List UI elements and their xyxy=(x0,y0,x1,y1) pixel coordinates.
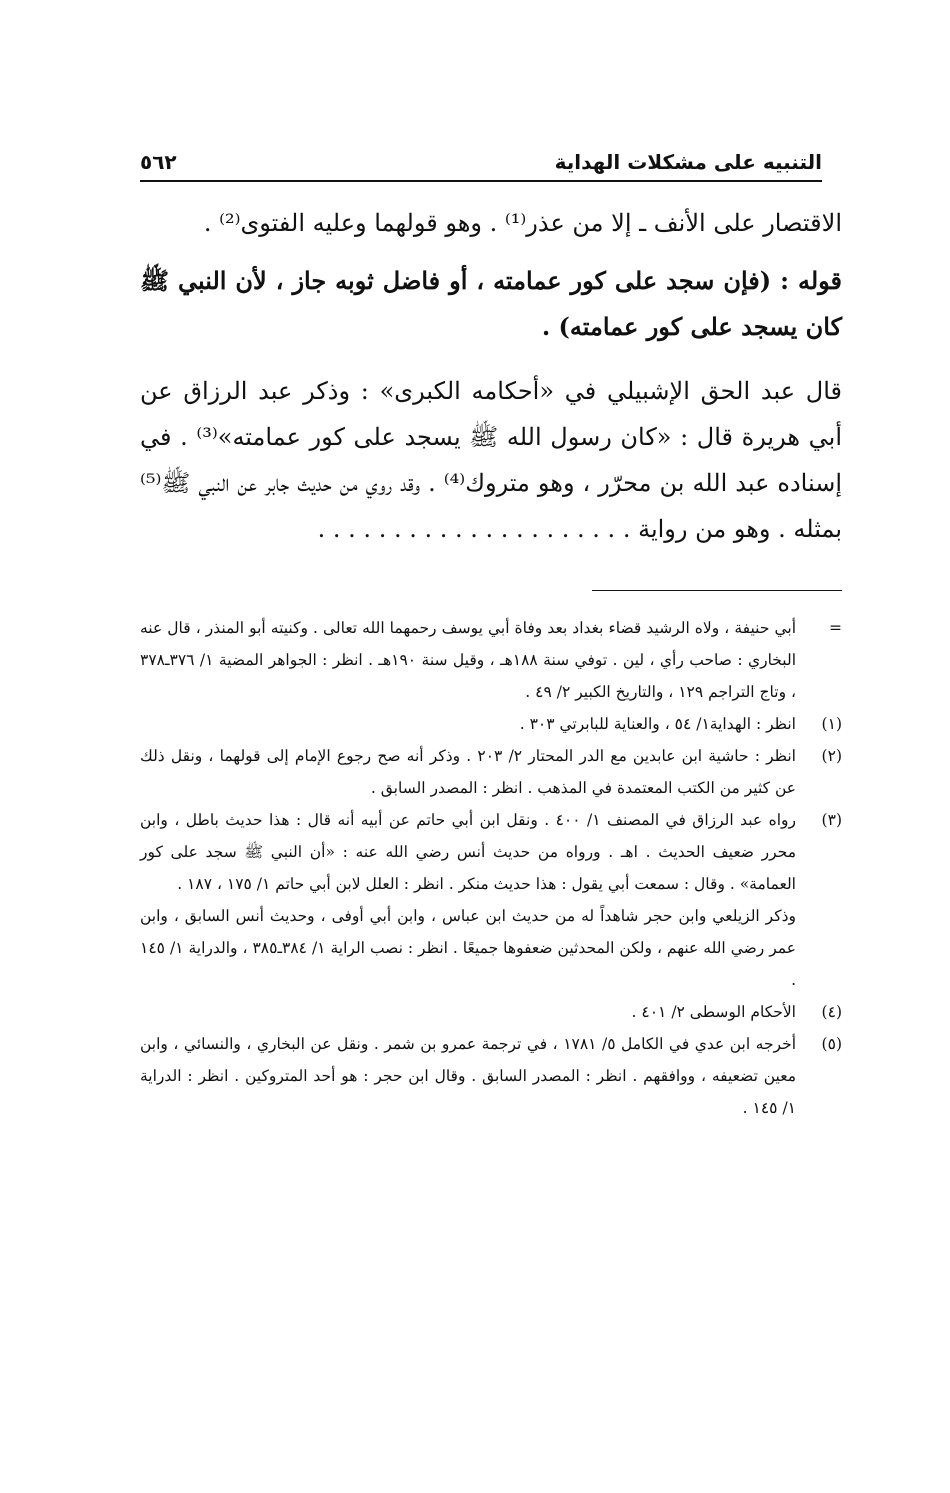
page-number: ٥٦٢ xyxy=(140,150,177,174)
page-header xyxy=(140,140,822,182)
footnote-number: (٤) xyxy=(821,1003,842,1021)
footnote-text: انظر : الهداية١/ ٥٤ ، والعناية للبابرتي ٣٠٣ . xyxy=(519,715,796,733)
footnote-text: الأحكام الوسطى ٢/ ٤٠١ . xyxy=(631,1003,796,1021)
footnote-item xyxy=(140,708,842,740)
quoted-statement: قوله : (فإن سجد على كور عمامته ، أو فاضل ثوبه جاز ، لأن النبي ﷺ كان يسجد على كور عمامته) . xyxy=(140,266,842,341)
footnote-number: (٣) xyxy=(821,811,842,829)
running-title: التنبيه على مشكلات الهداية xyxy=(554,150,822,174)
footnote-text: وذكر الزيلعي وابن حجر شاهداً له من حديث ابن عباس ، وابن أبي أوفى ، وحديث أنس السابق ، وابن عمر رضي الله عنهم ، ولكن المحدثين ضعفوها جميعًا . انظر : نصب الراية ١/ ٣٨٤ـ٣٨٥ ، والدراية ١/ ١٤٥ . xyxy=(140,907,796,989)
footnote-item xyxy=(140,804,842,900)
footnote-separator xyxy=(592,590,842,591)
footnote-number xyxy=(796,900,842,996)
footnote-number: (٢) xyxy=(821,747,842,765)
footnote-number: (٥) xyxy=(821,1035,842,1053)
footnote-item xyxy=(140,900,842,996)
footnote-number: (١) xyxy=(821,715,842,733)
paragraph-1: الاقتصار على الأنف ـ إلا من عذر⁽¹⁾ . وهو قولهما وعليه الفتوى⁽²⁾ . xyxy=(203,209,842,237)
footnote-number: = xyxy=(829,619,842,637)
footnote-text: رواه عبد الرزاق في المصنف ١/ ٤٠٠ . ونقل ابن أبي حاتم عن أبيه أنه قال : هذا حديث باطل ، وابن محرر ضعيف الحديث . اهـ . ورواه من حديث أنس رضي الله عنه : «أن النبي ﷺ سجد على كور العمامة» . وقال : سمعت أبي يقول : هذا حديث منكر . انظر : العلل لابن أبي حاتم ١/ ١٧٥ ، ١٨٧ . xyxy=(140,811,797,893)
footnotes xyxy=(140,612,842,1124)
footnote-text: أبي حنيفة ، ولاه الرشيد قضاء بغداد بعد وفاة أبي يوسف رحمهما الله تعالى . وكنيته أبو المنذر ، قال عنه البخاري : صاحب رأي ، لين . توفي سنة ١٨٨هـ ، وقيل سنة ١٩٠هـ . انظر : الجواهر المضية ١/ ٣٧٦ـ٣٧٨ ، وتاج التراجم ١٢٩ ، والتاريخ الكبير ٢/ ٤٩ . xyxy=(140,619,797,701)
paragraph-3: قال عبد الحق الإشبيلي في «أحكامه الكبرى» : وذكر عبد الرزاق عن أبي هريرة قال : «كان رسول الله ﷺ يسجد على كور عمامته»⁽³⁾ . في إسناده عبد الله بن محرّر ، وهو متروك⁽⁴⁾ . وقد روي من حديث جابر عن النبي ﷺ⁽⁵⁾ بمثله . وهو من رواية . . . xyxy=(140,368,842,552)
footnote-text: أخرجه ابن عدي في الكامل ٥/ ١٧٨١ ، في ترجمة عمرو بن شمر . ونقل عن البخاري ، والنسائي ، وابن معين تضعيفه ، ووافقهم . انظر : المصدر السابق . وقال ابن حجر : هو أحد المتروكين . انظر : الدراية ١/ ١٤٥ . xyxy=(140,1035,797,1117)
main-text xyxy=(140,200,842,552)
footnote-item xyxy=(140,740,842,804)
footnote-text: انظر : حاشية ابن عابدين مع الدر المحتار ٢/ ٢٠٣ . وذكر أنه صح رجوع الإمام إلى قولهما ، ونقل ذلك عن كثير من الكتب المعتمدة في المذهب . انظر : المصدر السابق . xyxy=(140,747,796,797)
footnote-item xyxy=(140,612,842,708)
footnote-item xyxy=(140,1028,842,1124)
footnote-item xyxy=(140,996,842,1028)
